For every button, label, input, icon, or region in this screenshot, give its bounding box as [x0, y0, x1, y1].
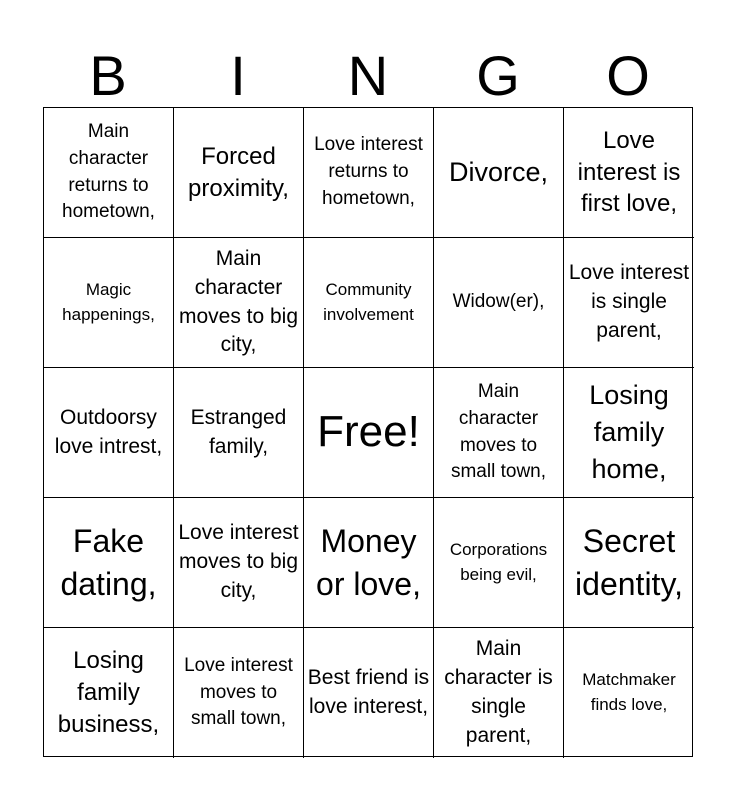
cell-text: Main character moves to big city, [178, 246, 299, 357]
cell-text: Corporations being evil, [449, 539, 548, 584]
cell-text: Money or love, [316, 522, 421, 602]
bingo-cell-r3c4[interactable] [434, 368, 564, 498]
cell-text: Estranged family, [190, 405, 287, 458]
cell-text: Best friend is love interest, [307, 666, 430, 718]
cell-text: Widow(er), [452, 291, 545, 313]
header-letter-i: I [230, 44, 246, 107]
bingo-cell-r3c2[interactable] [174, 368, 304, 498]
cell-text: Love interest moves to small town, [184, 654, 293, 730]
cell-text: Losing family home, [589, 379, 669, 485]
header-letter-o: O [606, 44, 650, 107]
cell-text: Love interest is first love, [577, 126, 681, 218]
bingo-cell-r4c3[interactable] [304, 498, 434, 628]
bingo-cell-r1c4[interactable] [434, 108, 564, 238]
bingo-cell-r4c2[interactable] [174, 498, 304, 628]
free-space-text: Free! [317, 407, 420, 457]
cell-text: Main character is single parent, [444, 637, 553, 747]
bingo-cell-r2c2[interactable] [174, 238, 304, 368]
bingo-header [43, 44, 693, 108]
cell-text: Love interest returns to hometown, [314, 134, 423, 209]
header-letter-g: G [476, 44, 520, 107]
bingo-cell-r2c4[interactable] [434, 238, 564, 368]
cell-text: Matchmaker finds love, [582, 670, 676, 714]
cell-text: Divorce, [448, 156, 549, 187]
header-letter-b: B [89, 44, 127, 107]
bingo-cell-r5c4[interactable] [434, 628, 564, 758]
bingo-cell-r3c5[interactable] [564, 368, 694, 498]
cell-text: Outdoorsy love intrest, [54, 405, 163, 458]
cell-text: Secret identity, [575, 522, 683, 602]
bingo-cell-r5c2[interactable] [174, 628, 304, 758]
header-letter-n: N [347, 44, 389, 107]
bingo-cell-r1c5[interactable] [564, 108, 694, 238]
cell-text: Love interest is single parent, [568, 261, 690, 342]
cell-text: Main character returns to hometown, [62, 120, 155, 223]
cell-text: Magic happenings, [62, 279, 155, 324]
bingo-cell-r1c2[interactable] [174, 108, 304, 238]
cell-text: Fake dating, [60, 522, 157, 602]
cell-text: Forced proximity, [188, 142, 289, 202]
cell-text: Main character moves to small town, [450, 380, 547, 483]
bingo-cell-free[interactable] [304, 368, 434, 498]
bingo-cell-r5c3[interactable] [304, 628, 434, 758]
bingo-cell-r4c4[interactable] [434, 498, 564, 628]
bingo-cell-r2c5[interactable] [564, 238, 694, 368]
cell-text: Love interest moves to big city, [178, 521, 299, 602]
bingo-cell-r5c5[interactable] [564, 628, 694, 758]
bingo-cell-r1c1[interactable] [44, 108, 174, 238]
bingo-cell-r5c1[interactable] [44, 628, 174, 758]
bingo-cell-r2c3[interactable] [304, 238, 434, 368]
cell-text: Losing family business, [57, 647, 160, 738]
bingo-cell-r4c1[interactable] [44, 498, 174, 628]
cell-text: Community involvement [323, 279, 414, 324]
bingo-board [43, 107, 693, 757]
bingo-cell-r4c5[interactable] [564, 498, 694, 628]
bingo-cell-r1c3[interactable] [304, 108, 434, 238]
bingo-cell-r2c1[interactable] [44, 238, 174, 368]
bingo-cell-r3c1[interactable] [44, 368, 174, 498]
